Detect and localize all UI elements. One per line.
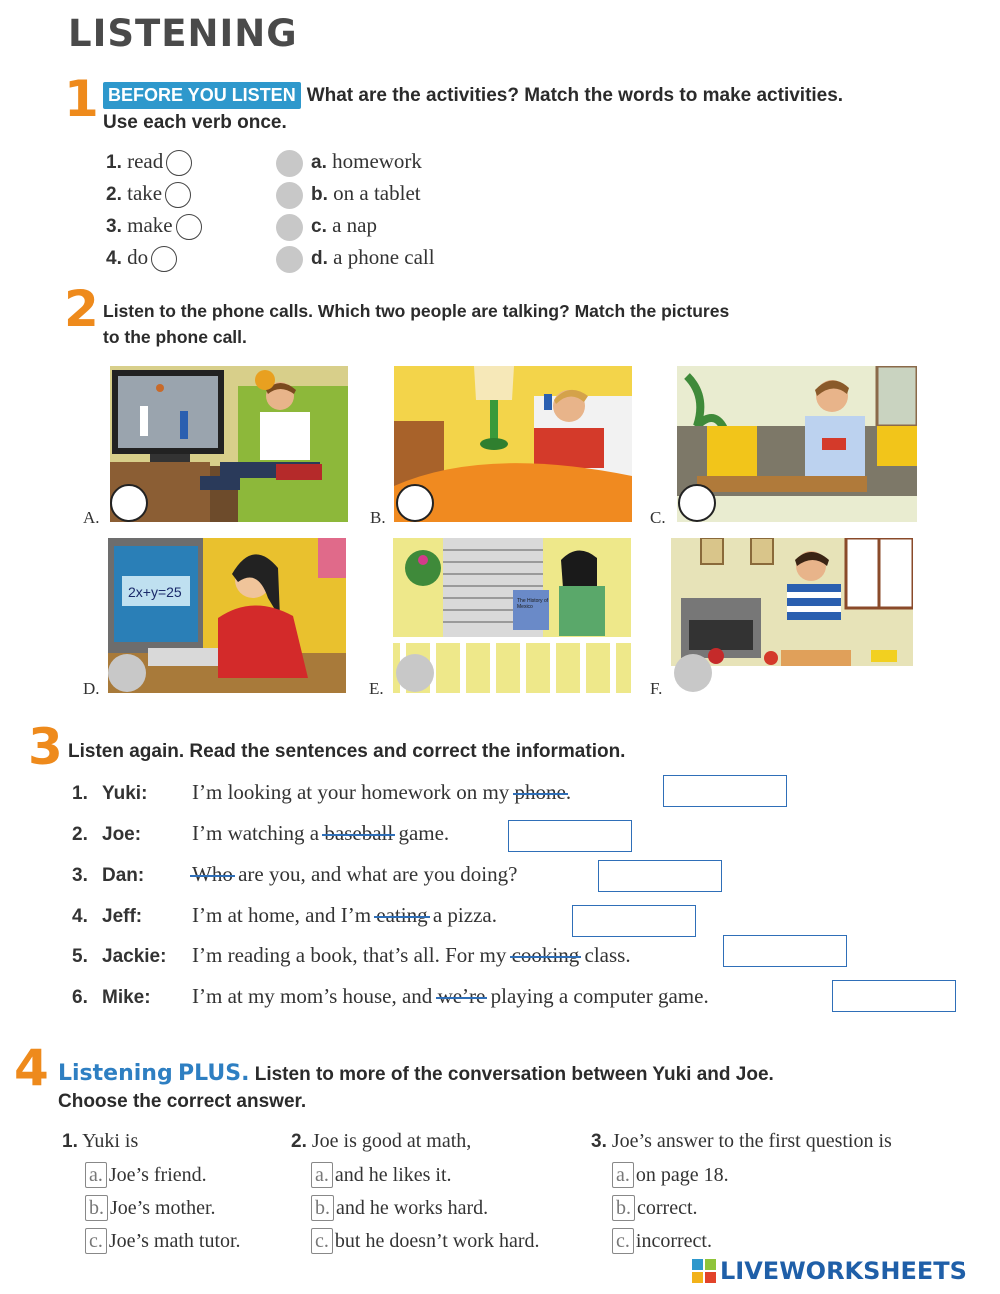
picture-f-label: F. bbox=[650, 679, 663, 698]
match-circle[interactable] bbox=[176, 214, 202, 240]
q1-option-b[interactable]: b. Joe’s mother. bbox=[85, 1195, 216, 1222]
correction-row: 5. Jackie: I’m reading a book, that’s all. For my cooking class. bbox=[72, 943, 631, 967]
section-number-4: 4 bbox=[14, 1039, 49, 1097]
section-number-3: 3 bbox=[28, 718, 63, 776]
correction-input-5[interactable] bbox=[723, 935, 847, 967]
section2-instruction-line2: to the phone call. bbox=[103, 327, 247, 347]
liveworksheets-logo bbox=[692, 1257, 967, 1285]
verb-item: 3. make bbox=[106, 211, 202, 243]
picture-c-answer-circle[interactable] bbox=[678, 484, 716, 522]
verb-item: 1. read bbox=[106, 147, 202, 179]
board-equation: 2x+y=25 bbox=[128, 584, 182, 600]
picture-d-answer-dot[interactable] bbox=[108, 654, 146, 692]
noun-item: a. homework bbox=[276, 147, 435, 179]
correction-input-1[interactable] bbox=[663, 775, 787, 807]
watermark-text: LIVEWORKSHEETS bbox=[720, 1257, 967, 1285]
noun-item: c. a nap bbox=[276, 211, 435, 243]
correction-row: 1. Yuki: I’m looking at your homework on my phone. bbox=[72, 780, 572, 804]
correction-row: 3. Dan: Who are you, and what are you doing? bbox=[72, 862, 518, 886]
picture-e-answer-dot[interactable] bbox=[396, 654, 434, 692]
match-dot[interactable] bbox=[276, 150, 303, 177]
question-1: 1. Yuki is bbox=[62, 1130, 139, 1152]
correction-input-4[interactable] bbox=[572, 905, 696, 937]
q2-option-c[interactable]: c. but he doesn’t work hard. bbox=[311, 1228, 539, 1255]
section-number-1: 1 bbox=[64, 70, 99, 128]
struck-word: eating bbox=[376, 903, 428, 927]
picture-e-label: E. bbox=[369, 679, 384, 698]
q2-option-b[interactable]: b. and he works hard. bbox=[311, 1195, 488, 1222]
picture-c-label: C. bbox=[650, 508, 666, 527]
correction-input-6[interactable] bbox=[832, 980, 956, 1012]
correction-input-3[interactable] bbox=[598, 860, 722, 892]
q3-option-a[interactable]: a. on page 18. bbox=[612, 1162, 729, 1189]
picture-a-answer-circle[interactable] bbox=[110, 484, 148, 522]
book-title: The History of Mexico bbox=[517, 598, 549, 610]
q2-option-a[interactable]: a. and he likes it. bbox=[311, 1162, 452, 1189]
section4-instruction-line1: Listen to more of the conversation between Yuki and Joe. bbox=[254, 1064, 774, 1085]
correction-row: 4. Jeff: I’m at home, and I’m eating a pizza. bbox=[72, 903, 497, 927]
match-circle[interactable] bbox=[165, 182, 191, 208]
question-3: 3. Joe’s answer to the first question is bbox=[591, 1130, 892, 1152]
correction-row: 2. Joe: I’m watching a baseball game. bbox=[72, 821, 450, 845]
q1-option-a[interactable]: a. Joe’s friend. bbox=[85, 1162, 207, 1189]
verb-item: 4. do bbox=[106, 243, 202, 275]
q1-option-c[interactable]: c. Joe’s math tutor. bbox=[85, 1228, 241, 1255]
match-dot[interactable] bbox=[276, 214, 303, 241]
question-2: 2. Joe is good at math, bbox=[291, 1130, 472, 1152]
struck-word: phone bbox=[514, 780, 566, 804]
noun-item: b. on a tablet bbox=[276, 179, 435, 211]
picture-d-label: D. bbox=[83, 679, 100, 698]
struck-word: we’re bbox=[437, 984, 486, 1008]
verb-item: 2. take bbox=[106, 179, 202, 211]
correction-input-2[interactable] bbox=[508, 820, 632, 852]
match-circle[interactable] bbox=[166, 150, 192, 176]
q3-option-c[interactable]: c. incorrect. bbox=[612, 1228, 712, 1255]
picture-b-label: B. bbox=[370, 508, 386, 527]
verb-list bbox=[106, 147, 202, 275]
plus-word: PLUS bbox=[178, 1061, 242, 1086]
struck-word: cooking bbox=[511, 943, 580, 967]
section2-instruction-line1: Listen to the phone calls. Which two people are talking? Match the pictures bbox=[103, 301, 730, 321]
noun-list bbox=[276, 147, 435, 275]
picture-a-label: A. bbox=[83, 508, 100, 527]
section4-instruction-line2: Choose the correct answer. bbox=[58, 1091, 307, 1112]
match-dot[interactable] bbox=[276, 182, 303, 209]
match-circle[interactable] bbox=[151, 246, 177, 272]
section1-instruction bbox=[103, 82, 963, 136]
liveworksheets-logo-icon bbox=[692, 1259, 716, 1283]
match-dot[interactable] bbox=[276, 246, 303, 273]
title-dot: . bbox=[241, 1061, 250, 1086]
struck-word: baseball bbox=[324, 821, 394, 845]
section1-instruction-line1: What are the activities? Match the words to make activities. bbox=[306, 85, 844, 106]
section3-instruction: Listen again. Read the sentences and correct the information. bbox=[68, 741, 626, 762]
struck-word: Who bbox=[192, 862, 233, 886]
picture-b-answer-circle[interactable] bbox=[396, 484, 434, 522]
correction-row: 6. Mike: I’m at my mom’s house, and we’re playing a computer game. bbox=[72, 984, 709, 1008]
before-you-listen-badge: BEFORE YOU LISTEN bbox=[103, 82, 301, 109]
section2-instruction bbox=[103, 298, 903, 350]
page-title: LISTENING bbox=[68, 12, 298, 55]
noun-item: d. a phone call bbox=[276, 243, 435, 275]
section1-instruction-line2: Use each verb once. bbox=[103, 112, 287, 133]
listening-plus-title: Listening bbox=[58, 1061, 173, 1086]
q3-option-b[interactable]: b. correct. bbox=[612, 1195, 698, 1222]
picture-f-answer-dot[interactable] bbox=[674, 654, 712, 692]
section-number-2: 2 bbox=[64, 280, 99, 338]
section4-instruction bbox=[58, 1060, 958, 1115]
